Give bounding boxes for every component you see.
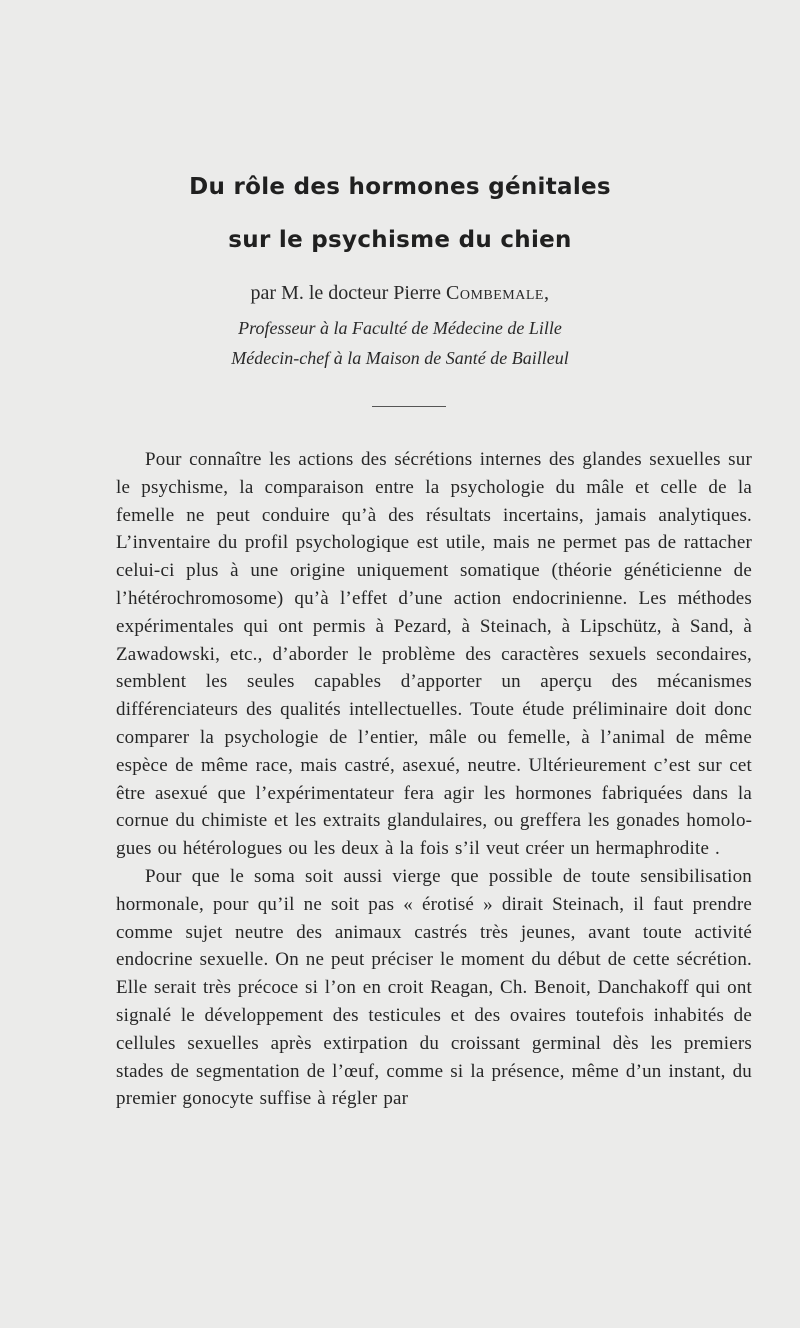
section-divider <box>372 406 446 407</box>
article-body <box>116 446 752 1113</box>
body-paragraph-2: Pour que le soma soit aussi vierge que possible de toute sensibilisation hormonale, pour qu’il ne soit pas « érotisé » dirait Steinach, il faut prendre comme sujet neutre des animaux castrés très jeunes, avant toute activité endocrine sexuelle. On ne peut préciser le moment du début de cette sécrétion. Elle serait très précoce si l’on en croit Reagan, Ch. Benoit, Danchakoff qui ont signalé le développement des testicules et des ovaires toutefois inhabités de cellules sexuelles après extirpation du croissant germinal dès les premiers stades de segmentation de l’œuf, comme si la présence, même d’un instant, du premier gonocyte suffise à régler par <box>116 865 752 1110</box>
author-surname: Combemale, <box>446 282 550 304</box>
author-byline <box>0 282 800 305</box>
body-paragraph-1: Pour connaître les actions des sécrétions internes des glandes sexuelles sur le psychisme, la comparaison entre la psychologie du mâle et celle de la femelle ne peut conduire qu’à des résultats incertains, jamais analytiques. L’inventaire du profil psychologique est utile, mais ne permet pas de rattacher celui-ci plus à une origine uniquement somatique (théorie généticienne de l’hétérochromosome) qu’à l’effet d’une action endocrinienne. Les méthodes expérimentales qui ont permis à Pezard, à Steinach, à Lipschütz, à Sand, à Zawadowski, etc., d’aborder le problème des caractères sexuels secondaires, semblent les seules capables d’apporter un aperçu des mécanismes différenciateurs des qualités intellectuelles. Toute étude préliminaire doit donc comparer la psychologie de l’entier, mâle ou femelle, à l’animal de même espèce de même race, mais castré, asexué, neutre. Ultérieurement c’est sur cet être asexué que l’expérimentateur fera agir les hormones fabriquées dans la cornue du chimiste et les extraits glandulaires, ou greffera les gonades homologues ou hétérologues ou les deux à la fois s’il veut créer un hermaphrodite . <box>116 449 752 860</box>
byline-prefix: par M. le docteur Pierre <box>250 282 447 304</box>
author-affiliation-2: Médecin-chef à la Maison de Santé de Bailleul <box>231 348 569 368</box>
article-title-line-1: Du rôle des hormones génitales <box>189 174 611 200</box>
article-title-line-2: sur le psychisme du chien <box>228 227 572 253</box>
author-affiliation-1: Professeur à la Faculté de Médecine de Lille <box>238 318 562 338</box>
